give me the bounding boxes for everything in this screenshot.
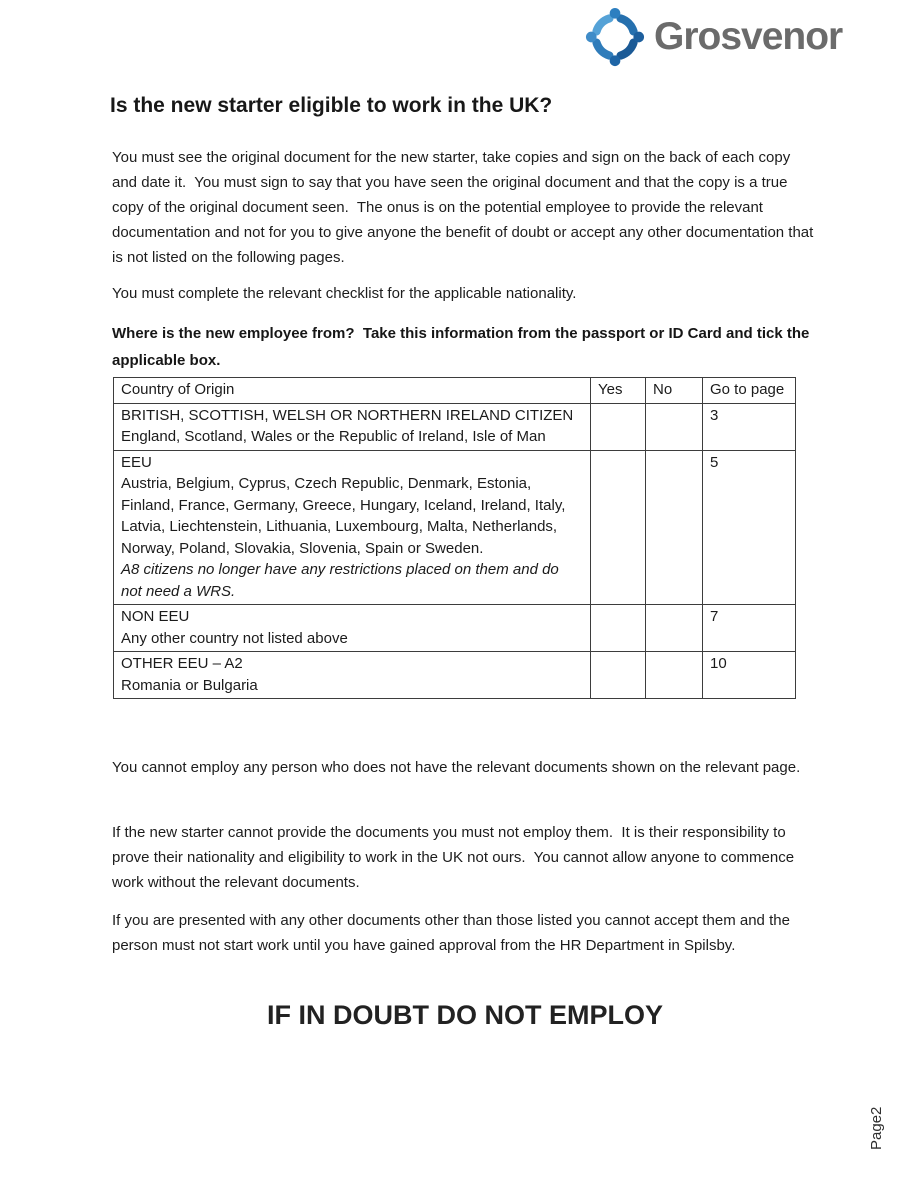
no-tick-cell[interactable]	[646, 403, 703, 450]
table-row-eeu	[114, 450, 796, 605]
column-header-country: Country of Origin	[114, 378, 591, 404]
if-in-doubt-warning: IF IN DOUBT DO NOT EMPLOY	[267, 1000, 663, 1030]
country-detail: Romania or Bulgaria	[121, 676, 258, 694]
yes-tick-cell[interactable]	[591, 403, 646, 450]
country-title: NON EEU	[121, 608, 190, 625]
country-cell	[114, 403, 591, 450]
other-documents-paragraph: If you are presented with any other documents other than those listed you cannot accept them and the person must not start work until you have gained approval from the HR Department in Spilsby.	[112, 912, 795, 954]
table-row-non-eeu	[114, 605, 796, 652]
people-circle-icon	[584, 6, 646, 68]
country-title: BRITISH, SCOTTISH, WELSH OR NORTHERN IRELAND CITIZEN	[121, 406, 574, 424]
column-header-no: No	[646, 378, 703, 404]
responsibility-paragraph: If the new starter cannot provide the documents you must not employ them. It is their responsibility to prove their nationality and eligibility to work in the UK not ours. You cannot allow anyone to commence work without the relevant documents.	[112, 824, 799, 891]
country-detail: Any other country not listed above	[121, 629, 348, 647]
goto-page-cell: 5	[703, 450, 796, 605]
country-cell	[114, 652, 591, 699]
country-detail: Austria, Belgium, Cyprus, Czech Republic, Denmark, Estonia, Finland, France, Germany, Greece, Hungary, Iceland, Ireland, Italy, Latvia, Liechtenstein, Lithuania, Luxembourg, Malta, Netherlands, Norway, Poland, Slovakia, Slovenia, Spain or Sweden.	[121, 475, 566, 557]
table-row-british	[114, 403, 796, 450]
column-header-yes: Yes	[591, 378, 646, 404]
cannot-employ-paragraph: You cannot employ any person who does not have the relevant documents shown on the relevant page.	[112, 759, 801, 776]
column-header-goto-page: Go to page	[703, 378, 796, 404]
yes-tick-cell[interactable]	[591, 652, 646, 699]
country-cell	[114, 605, 591, 652]
country-title: OTHER EEU – A2	[121, 655, 243, 672]
no-tick-cell[interactable]	[646, 652, 703, 699]
yes-tick-cell[interactable]	[591, 450, 646, 605]
country-detail: England, Scotland, Wales or the Republic of Ireland, Isle of Man	[121, 428, 546, 445]
no-tick-cell[interactable]	[646, 605, 703, 652]
logo-wordmark: Grosvenor	[654, 15, 843, 58]
country-cell	[114, 450, 591, 605]
goto-page-cell: 10	[703, 652, 796, 699]
page-title: Is the new starter eligible to work in the UK?	[110, 94, 553, 118]
table-header-row	[114, 378, 796, 404]
grosvenor-logo	[584, 6, 842, 68]
country-title: EEU	[121, 453, 152, 471]
page-number-label: Page2	[868, 1106, 885, 1150]
instruction-heading: Where is the new employee from? Take this information from the passport or ID Card and tick the applicable box.	[112, 325, 814, 369]
table-row-other-eeu-a2	[114, 652, 796, 699]
no-tick-cell[interactable]	[646, 450, 703, 605]
country-note: A8 citizens no longer have any restrictions placed on them and do not need a WRS.	[121, 561, 559, 600]
yes-tick-cell[interactable]	[591, 605, 646, 652]
checklist-paragraph: You must complete the relevant checklist for the applicable nationality.	[112, 285, 577, 302]
goto-page-cell: 3	[703, 403, 796, 450]
goto-page-cell: 7	[703, 605, 796, 652]
country-origin-table	[113, 377, 796, 699]
intro-paragraph: You must see the original document for the new starter, take copies and sign on the back of each copy and date it. You must sign to say that you have seen the original document and that the copy is a true copy of the original document seen. The onus is on the potential employee to provide the relevant documentation and not for you to give anyone the benefit of doubt or accept any other documentation that is not listed on the following pages.	[112, 149, 818, 266]
